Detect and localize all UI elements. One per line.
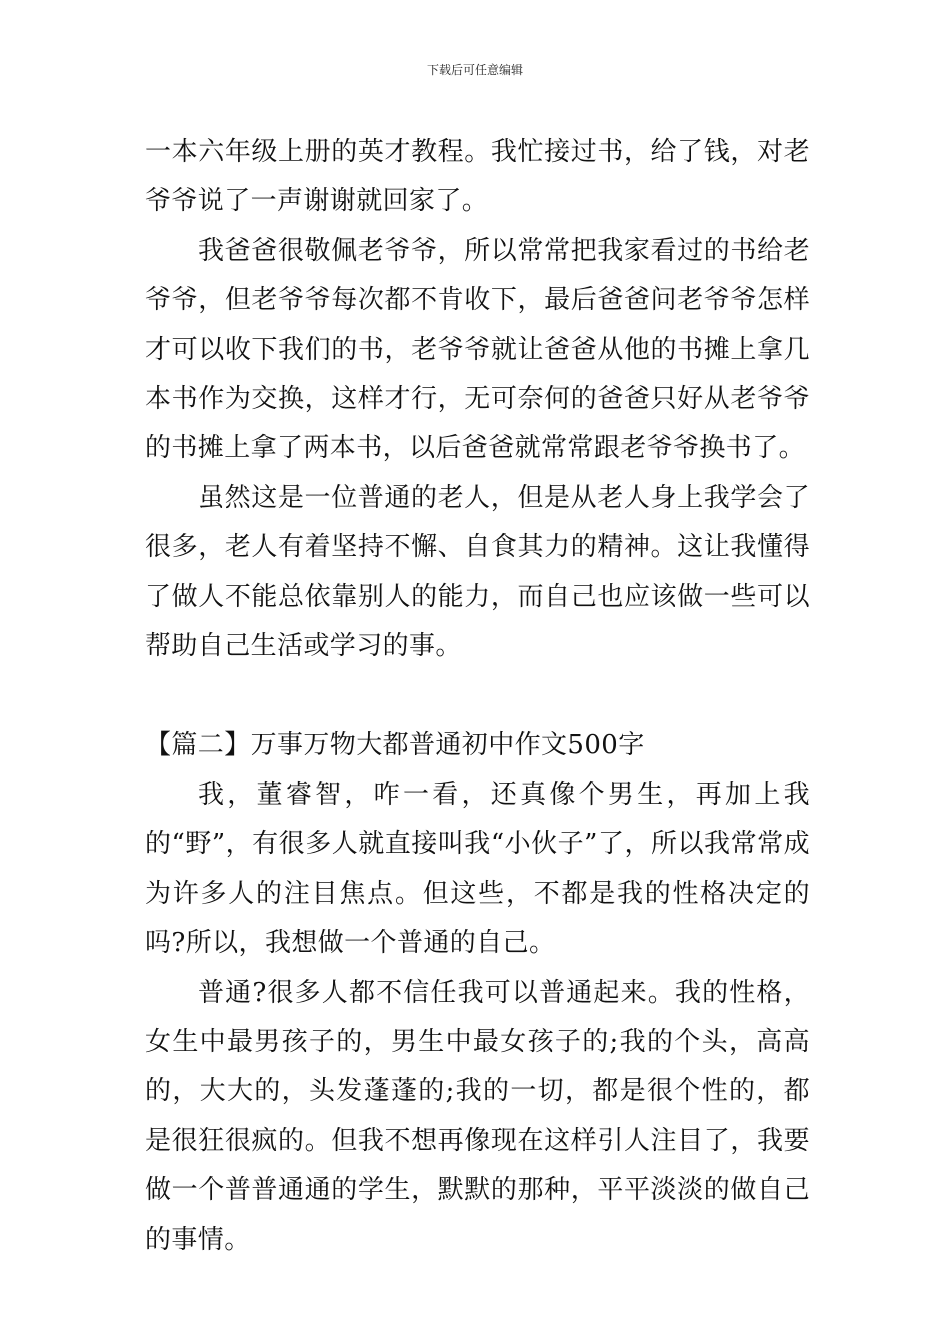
paragraph-continued: 一本六年级上册的英才教程。我忙接过书，给了钱，对老爷爷说了一声谢谢就回家了。 [145, 137, 810, 217]
paragraph: 普通?很多人都不信任我可以普通起来。我的性格，女生中最男孩子的，男生中最女孩子的;我的个头，高高的，大大的，头发蓬蓬的;我的一切，都是很个性的，都是很狂很疯的。但我不想再像现在这样引人注目了，我要做一个普普通通的学生，默默的那种，平平淡淡的做自己的事情。 [145, 977, 810, 1255]
paragraph: 我，董睿智，咋一看，还真像个男生，再加上我的“野”，有很多人就直接叫我“小伙子”了，所以我常常成为许多人的注目焦点。但这些，不都是我的性格决定的吗?所以，我想做一个普通的自己。 [145, 779, 810, 959]
paragraph: 虽然这是一位普通的老人，但是从老人身上我学会了很多，老人有着坚持不懈、自食其力的精神。这让我懂得了做人不能总依靠别人的能力，而自己也应该做一些可以帮助自己生活或学习的事。 [145, 482, 810, 662]
section-title: 【篇二】万事万物大都普通初中作文500字 [145, 730, 645, 761]
document-body [145, 128, 810, 1265]
paragraph: 我爸爸很敬佩老爷爷，所以常常把我家看过的书给老爷爷，但老爷爷每次都不肯收下，最后爸爸问老爷爷怎样才可以收下我们的书，老爷爷就让爸爸从他的书摊上拿几本书作为交换，这样才行，无可奈何的爸爸只好从老爷爷的书摊上拿了两本书，以后爸爸就常常跟老爷爷换书了。 [145, 235, 810, 464]
page-header: 下载后可任意编辑 [426, 63, 523, 77]
